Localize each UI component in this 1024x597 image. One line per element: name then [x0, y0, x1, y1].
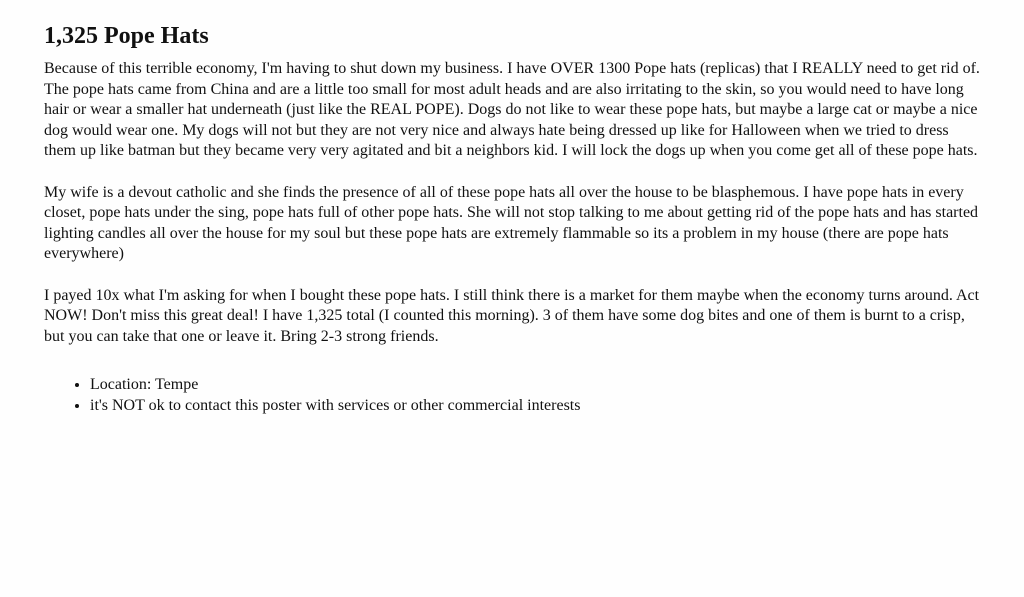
location-notice: • Location: Tempe — [90, 374, 984, 395]
posting-notices-list — [44, 374, 984, 416]
posting-paragraph: I payed 10x what I'm asking for when I bought these pope hats. I still think there is a market for them maybe when the economy turns around. Act NOW! Don't miss this great deal! I have 1,325 total (I counted this morning). 3 of them have some dog bites and one of them is burnt to a crisp, but you can take that one or leave it. Bring 2-3 strong friends. — [44, 286, 980, 345]
posting-title: 1,325 Pope Hats — [44, 23, 209, 49]
posting-paragraph: Because of this terrible economy, I'm having to shut down my business. I have OVER 1300 Pope hats (replicas) that I REALLY need to get rid of. The pope hats came from China and are a little too small for most adult heads and are also irritating to the skin, so you would need to have long hair or wear a smaller hat underneath (just like the REAL POPE). Dogs do not like to wear these pope hats, but maybe a large cat or maybe a nice dog would wear one. My dogs will not but they are not very nice and always hate being dressed up like for Halloween when we tried to dress them up like batman but they became very very agitated and bit a neighbors kid. I will lock the dogs up when you come get all of these pope hats. — [44, 60, 980, 159]
posting-paragraph: My wife is a devout catholic and she finds the presence of all of these pope hats all over the house to be blasphemous. I have pope hats in every closet, pope hats under the sing, pope hats full of other pope hats. She will not stop talking to me about getting rid of the pope hats and has started lighting candles all over the house for my soul but these pope hats are extremely flammable so its a problem in my house (there are pope hats everywhere) — [44, 183, 979, 262]
no-contact-notice: • it's NOT ok to contact this poster with services or other commercial interests — [90, 395, 984, 416]
posting-body — [44, 59, 984, 347]
